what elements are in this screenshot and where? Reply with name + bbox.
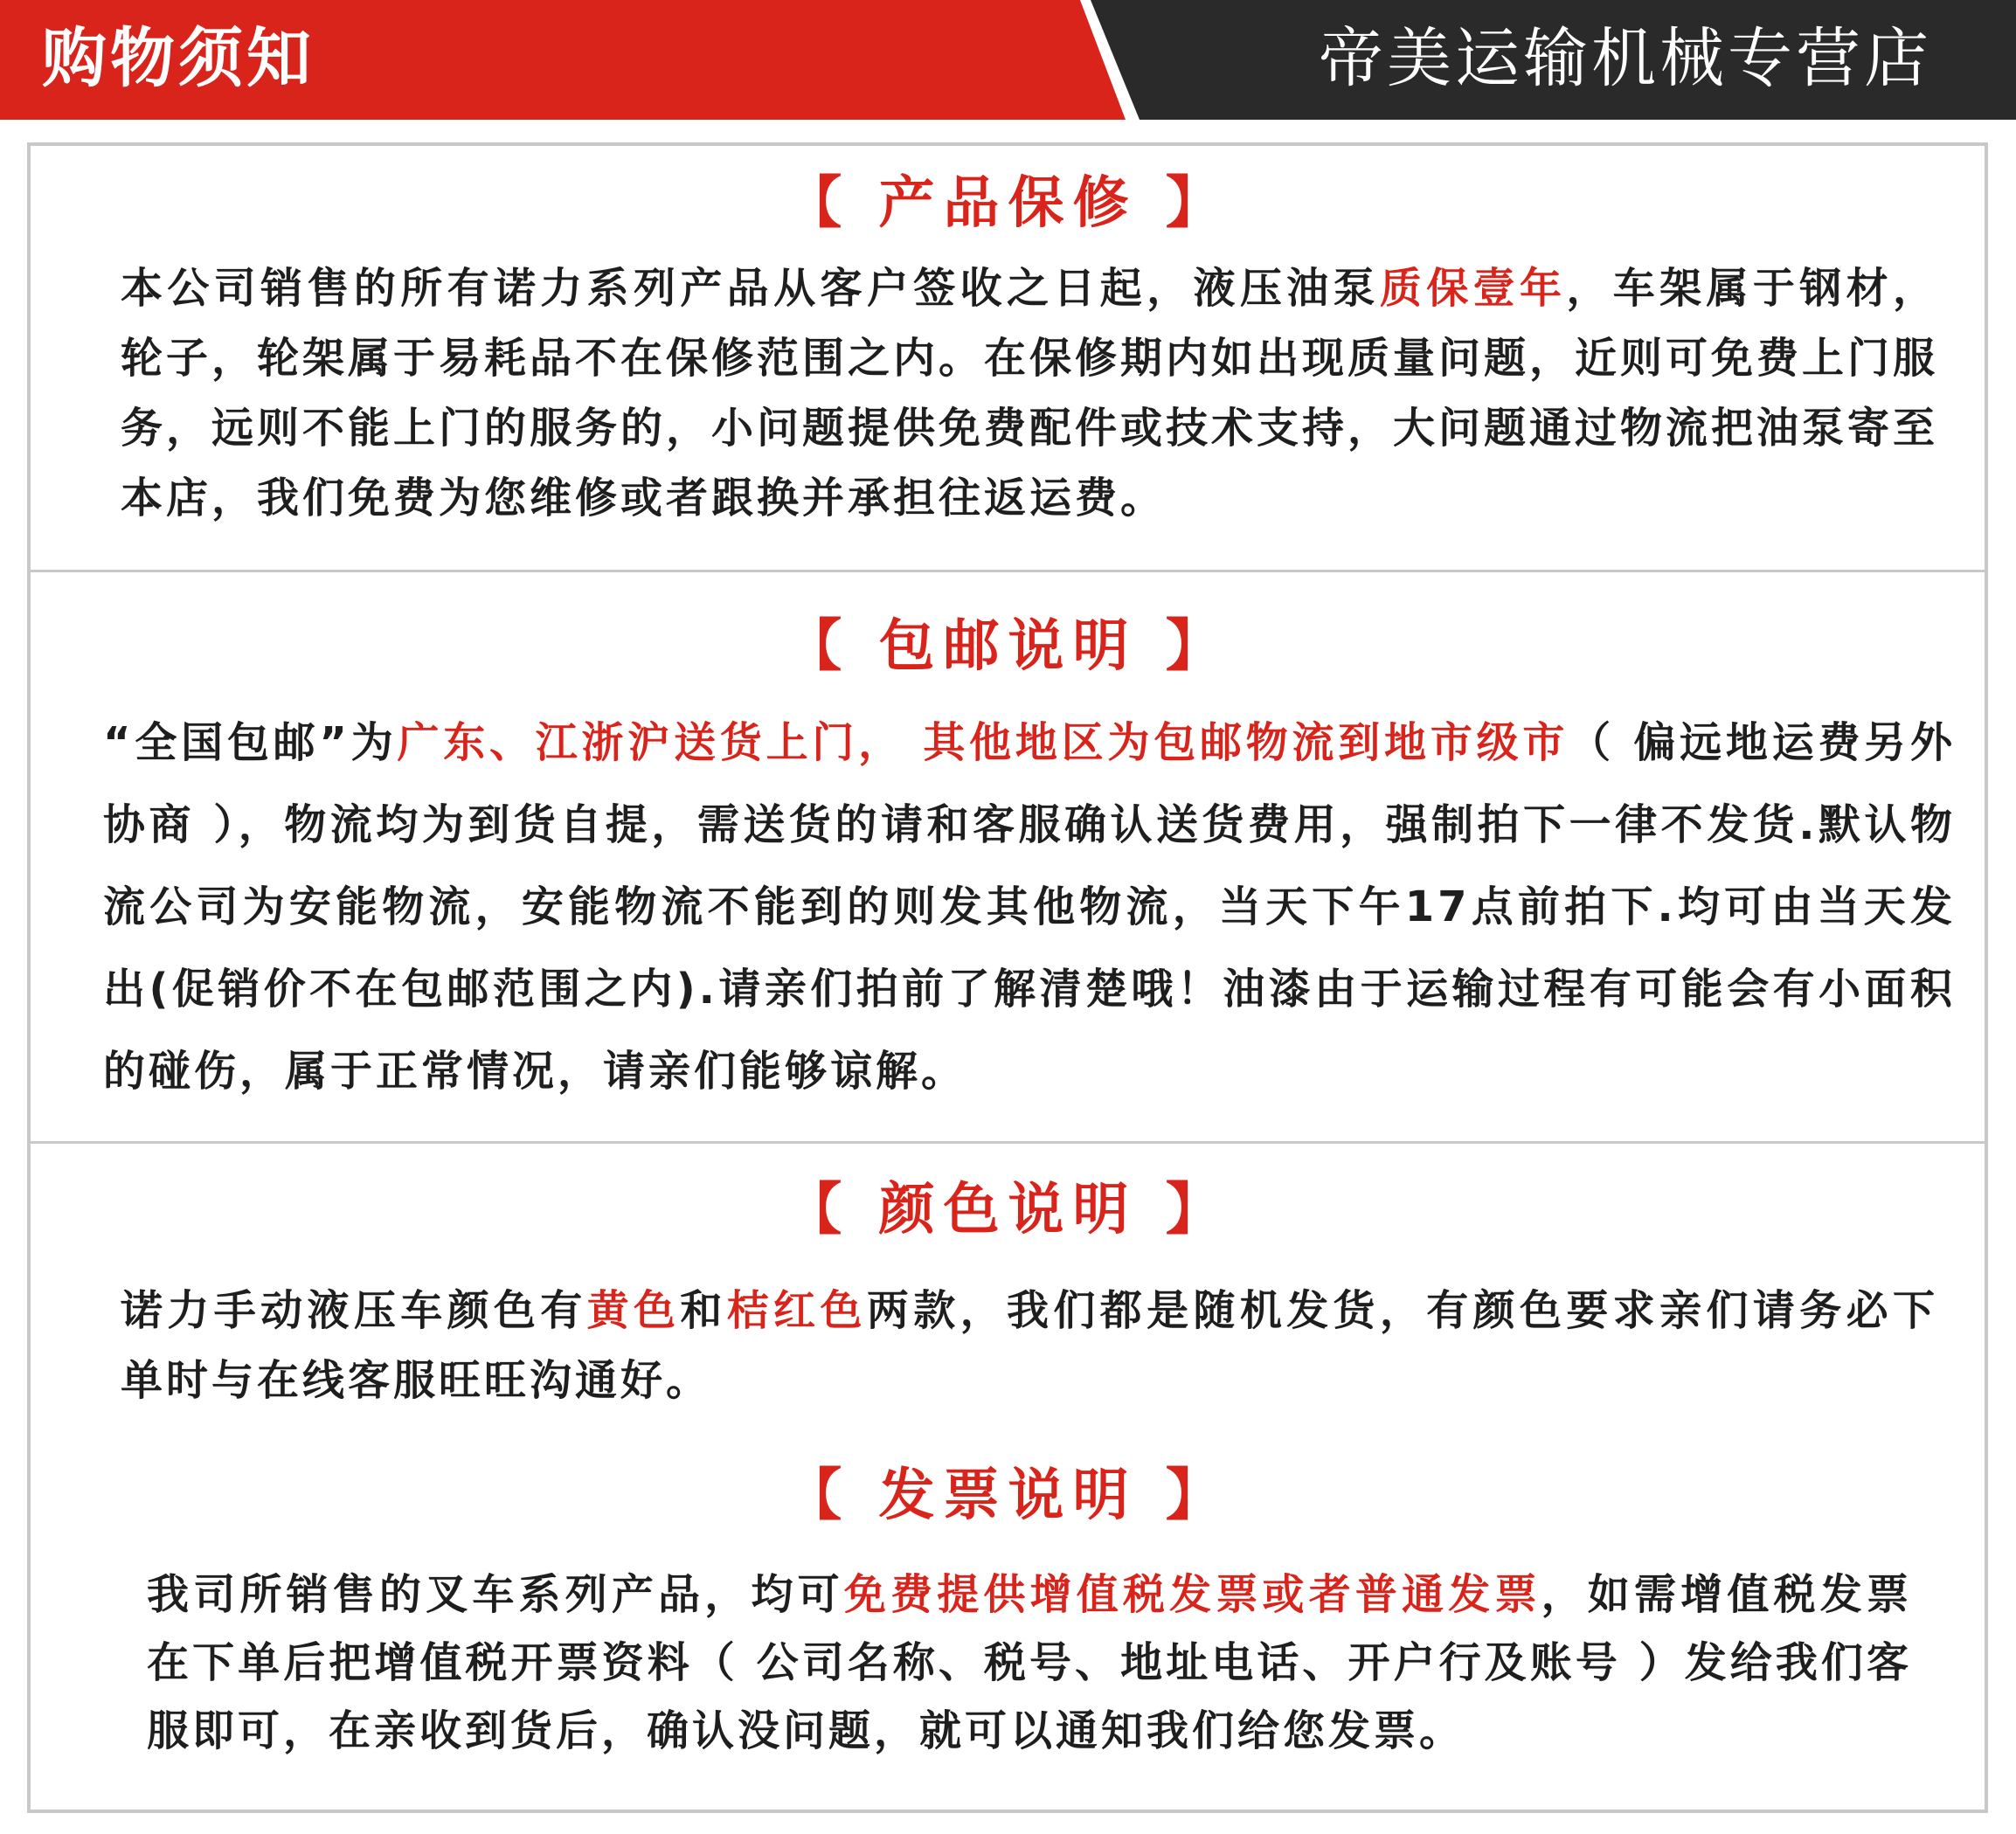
invoice-text-1: 我司所销售的叉车系列产品，均可 bbox=[147, 1570, 844, 1619]
section-divider bbox=[31, 570, 1985, 572]
warranty-text-2: ，车架属于钢材，轮子，轮架属于易耗品不在保修范围之内。在保修期内如出现质量问题，近则可免费上门服务，远则不能上门的服务的，小问题提供免费配件或技术支持，大问题通过物流把油泵寄至本店，我们免费为您维修或者跟换并承担往返运费。 bbox=[121, 264, 1939, 523]
shipping-text-2: （ 偏远地运费另外协商 ），物流均为到货自提，需送货的请和客服确认送货费用，强制拍下一律不发货.默认物流公司为安能物流，安能物流不能到的则发其他物流，当天下午17点前拍下.均可由当天发出(促销价不在包邮范围之内).请亲们拍前了解清楚哦！油漆由于运输过程有可能会有小面积的碰伤，属于正常情况，请亲们能够谅解。 bbox=[103, 718, 1956, 1096]
section-divider bbox=[31, 1141, 1985, 1144]
store-name: 帝美运输机械专营店 bbox=[1319, 21, 1932, 96]
shipping-paragraph bbox=[103, 702, 1956, 1112]
warranty-highlight: 质保壹年 bbox=[1379, 264, 1567, 313]
color-highlight-orange: 桔红色 bbox=[726, 1286, 867, 1335]
color-highlight-yellow: 黄色 bbox=[586, 1286, 681, 1335]
color-text-2: 和 bbox=[680, 1286, 727, 1335]
color-text-1: 诺力手动液压车颜色有 bbox=[121, 1286, 587, 1335]
invoice-highlight: 免费提供增值税发票或者普通发票 bbox=[843, 1570, 1541, 1619]
shipping-highlight: 广东、江浙沪送货上门， 其他地区为包邮物流到地市级市 bbox=[397, 718, 1569, 767]
invoice-text-2: ，如需增值税发票在下单后把增值税开票资料（ 公司名称、税号、地址电话、开户行及账号 ）发给我们客服即可，在亲收到货后，确认没问题，就可以通知我们给您发票。 bbox=[147, 1570, 1912, 1755]
header-banner bbox=[0, 0, 2016, 120]
invoice-paragraph bbox=[147, 1561, 1912, 1765]
color-section-title: 【 颜色说明 】 bbox=[786, 1178, 1230, 1242]
color-paragraph bbox=[121, 1276, 1938, 1415]
color-text-3: 两款，我们都是随机发货，有颜色要求亲们请务必下单时与在线客服旺旺沟通好。 bbox=[121, 1286, 1938, 1405]
warranty-paragraph bbox=[121, 253, 1938, 533]
shipping-text-1: “全国包邮”为 bbox=[103, 718, 398, 767]
shipping-section-title: 【 包邮说明 】 bbox=[786, 614, 1230, 679]
invoice-section-title: 【 发票说明 】 bbox=[786, 1464, 1230, 1528]
warranty-text-1: 本公司销售的所有诺力系列产品从客户签收之日起，液压油泵 bbox=[121, 264, 1380, 313]
header-title: 购物须知 bbox=[42, 21, 315, 96]
warranty-section-title: 【 产品保修 】 bbox=[786, 171, 1230, 236]
